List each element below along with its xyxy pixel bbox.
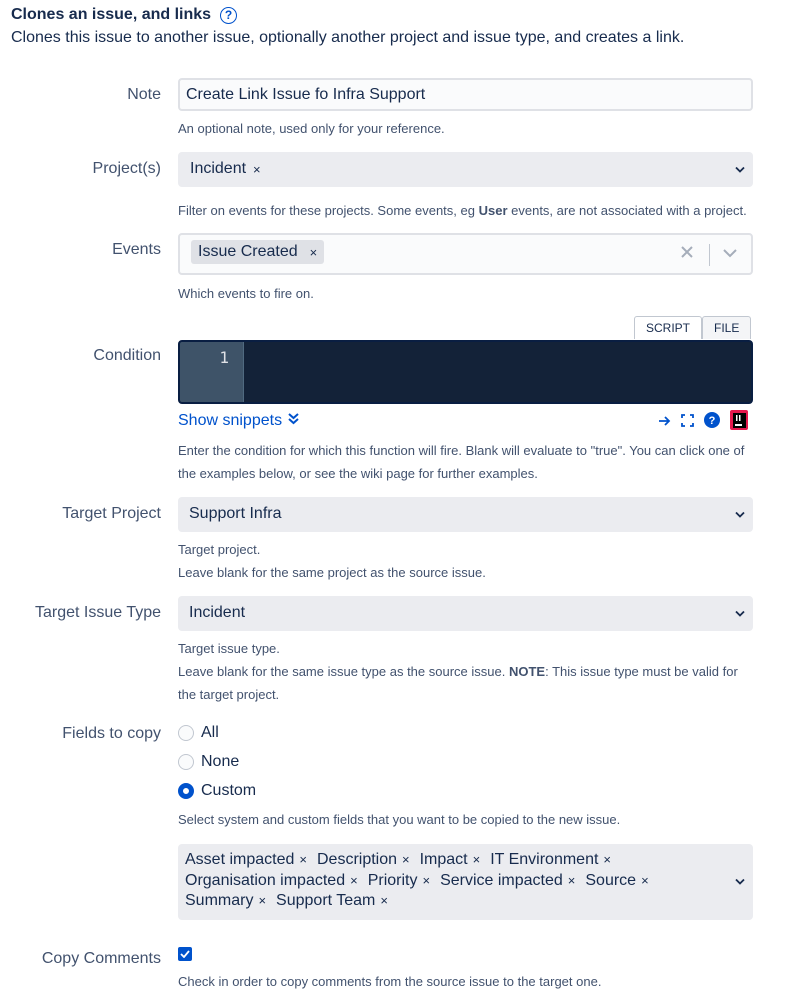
events-help: Which events to fire on.	[178, 286, 314, 301]
target-project-select[interactable]	[178, 497, 753, 532]
target-project-help: Target project. Leave blank for the same project as the source issue.	[178, 542, 486, 580]
field-tag: Organisation impacted ×	[185, 871, 358, 889]
target-issue-type-select[interactable]	[178, 596, 753, 631]
section-header	[11, 6, 237, 24]
project-tag-label: Incident	[190, 160, 247, 177]
editor-tools	[658, 410, 748, 435]
project-tag-incident	[190, 160, 261, 178]
remove-tag-icon[interactable]: ×	[603, 852, 612, 867]
remove-tag-icon[interactable]: ×	[380, 893, 388, 908]
note-help: An optional note, used only for your reference.	[178, 121, 445, 136]
clear-icon[interactable]	[681, 245, 693, 263]
event-tag-issue-created	[191, 240, 324, 264]
projects-select[interactable]	[178, 152, 753, 187]
tab-script[interactable]: SCRIPT	[634, 316, 702, 339]
note-label: Note	[127, 86, 161, 103]
note-input[interactable]: Create Link Issue fo Infra Support	[178, 78, 753, 111]
target-issue-type-help: Target issue type. Leave blank for the same issue type as the source issue. NOTE: This issue type must be valid for the target project.	[178, 641, 738, 702]
field-tag: Source ×	[585, 871, 649, 889]
show-snippets-link[interactable]	[178, 412, 299, 430]
field-tag: Summary ×	[185, 892, 267, 909]
radio-circle-selected[interactable]	[178, 783, 194, 799]
line-number: 1	[180, 342, 244, 402]
chevron-down-icon[interactable]	[735, 610, 745, 617]
chevron-down-icon[interactable]	[735, 166, 745, 173]
remove-tag-icon[interactable]: ×	[350, 872, 358, 888]
double-chevron-down-icon	[288, 412, 299, 430]
arrow-right-icon[interactable]	[658, 414, 671, 432]
copy-comments-help: Check in order to copy comments from the source issue to the target one.	[178, 974, 602, 989]
remove-tag-icon[interactable]: ×	[422, 872, 431, 888]
chevron-down-icon[interactable]	[735, 511, 745, 518]
separator	[709, 244, 710, 266]
fullscreen-icon[interactable]	[681, 414, 694, 432]
condition-help: Enter the condition for which this function will fire. Blank will evaluate to "true". You can click one of the examples below, or see the wiki page for further examples.	[178, 443, 745, 481]
condition-code-editor[interactable]	[178, 340, 753, 404]
event-tag-label: Issue Created	[198, 243, 298, 260]
field-tag: Asset impacted ×	[185, 851, 307, 868]
field-tag: Priority ×	[367, 871, 431, 889]
show-snippets-label: Show snippets	[178, 412, 283, 429]
page-title-text: Clones an issue, and links	[11, 6, 212, 23]
help-icon[interactable]: ?	[220, 7, 237, 24]
radio-none[interactable]	[178, 753, 239, 771]
remove-tag-icon[interactable]: ×	[402, 852, 410, 867]
target-issue-type-label: Target Issue Type	[35, 604, 161, 621]
field-tag: Service impacted ×	[440, 871, 576, 889]
radio-circle[interactable]	[178, 725, 194, 741]
remove-tag-icon[interactable]: ×	[253, 161, 261, 177]
radio-custom[interactable]	[178, 782, 256, 800]
events-select[interactable]	[178, 233, 753, 275]
tab-file[interactable]: FILE	[702, 316, 751, 339]
radio-label: None	[201, 753, 240, 770]
radio-label: All	[201, 724, 219, 741]
remove-tag-icon[interactable]: ×	[309, 244, 318, 260]
fields-to-copy-label: Fields to copy	[62, 725, 161, 742]
remove-tag-icon[interactable]: ×	[641, 872, 649, 888]
remove-tag-icon[interactable]: ×	[567, 872, 576, 888]
projects-help: Filter on events for these projects. Some events, eg User events, are not associated with a project.	[178, 203, 747, 218]
radio-circle[interactable]	[178, 754, 194, 770]
remove-tag-icon[interactable]: ×	[299, 852, 307, 867]
field-tag: Support Team ×	[276, 892, 388, 909]
field-tag: Description ×	[316, 851, 410, 868]
remove-tag-icon[interactable]: ×	[258, 893, 267, 908]
remove-tag-icon[interactable]: ×	[472, 852, 481, 867]
radio-label: Custom	[201, 782, 257, 799]
condition-label: Condition	[93, 347, 161, 364]
target-issue-type-value: Incident	[189, 604, 246, 621]
copy-comments-label: Copy Comments	[41, 950, 161, 967]
copy-comments-checkbox[interactable]	[178, 947, 192, 961]
fields-multiselect[interactable]	[178, 844, 753, 920]
target-project-value: Support Infra	[189, 505, 282, 522]
page-title	[11, 6, 237, 24]
field-tag: IT Environment ×	[490, 851, 612, 868]
svg-text:?: ?	[708, 415, 716, 427]
events-label: Events	[112, 241, 161, 258]
projects-label: Project(s)	[92, 160, 161, 177]
chevron-down-icon[interactable]	[723, 245, 737, 263]
target-project-label: Target Project	[62, 505, 161, 522]
condition-tabs	[634, 316, 751, 339]
chevron-down-icon[interactable]	[735, 879, 745, 886]
radio-all[interactable]	[178, 724, 219, 742]
help-icon[interactable]	[704, 412, 720, 433]
page-description: Clones this issue to another issue, optionally another project and issue type, and creates a link.	[11, 29, 685, 46]
intellij-icon[interactable]	[730, 410, 748, 435]
field-tag: Impact ×	[419, 851, 481, 868]
fields-to-copy-help: Select system and custom fields that you want to be copied to the new issue.	[178, 812, 621, 827]
